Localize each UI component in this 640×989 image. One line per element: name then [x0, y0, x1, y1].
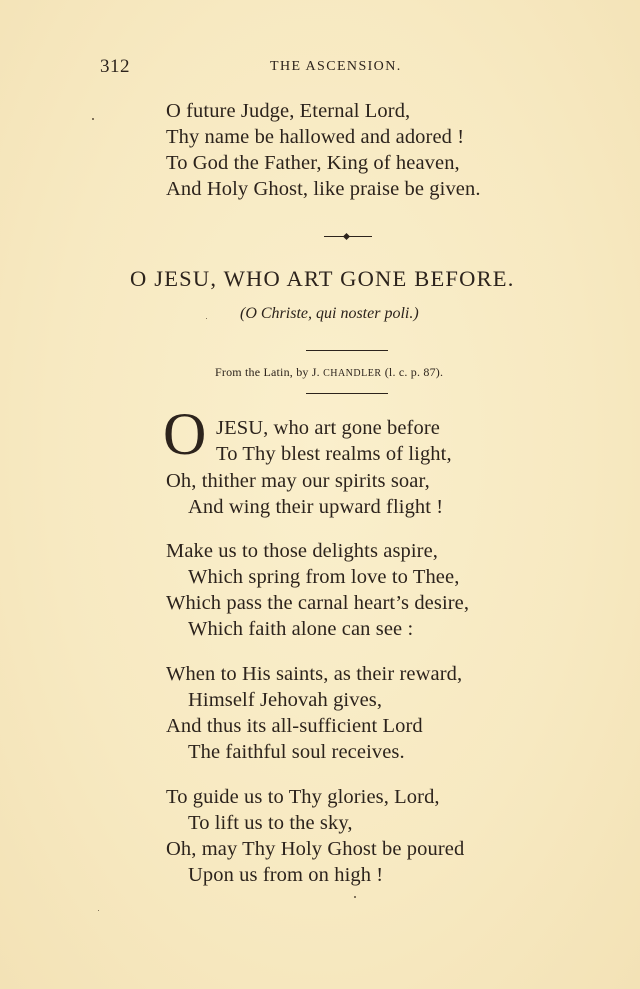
page-header: [100, 56, 540, 78]
doxology-line-4: And Holy Ghost, like praise be given.: [166, 178, 481, 200]
stanza-4-line-1: To guide us to Thy glories, Lord,: [166, 786, 440, 808]
stanza-3-line-2: Himself Jehovah gives,: [188, 689, 383, 711]
section-ornament: [324, 236, 372, 238]
attribution-prefix: From the Latin, by J.: [215, 365, 320, 379]
paper-speck: [98, 910, 99, 911]
stanza-2-line-2: Which spring from love to Thee,: [188, 566, 460, 588]
attribution: [215, 365, 443, 380]
latin-title: (O Christe, qui noster poli.): [240, 305, 419, 322]
attribution-author: CHANDLER: [323, 368, 382, 379]
stanza-1-line-2: To Thy blest realms of light,: [216, 443, 452, 465]
stanza-4-line-2: To lift us to the sky,: [188, 812, 353, 834]
stanza-1-line-4: And wing their upward flight !: [188, 496, 444, 518]
hymn-title: O JESU, WHO ART GONE BEFORE.: [130, 266, 515, 291]
paper-speck: [206, 318, 207, 319]
doxology-line-1: O future Judge, Eternal Lord,: [166, 100, 411, 122]
stanza-3-line-4: The faithful soul receives.: [188, 741, 405, 763]
stanza-2-line-1: Make us to those delights aspire,: [166, 540, 439, 562]
stanza-3-line-3: And thus its all-sufficient Lord: [166, 715, 423, 737]
drop-cap: O: [163, 401, 207, 467]
stanza-2-line-4: Which faith alone can see :: [188, 618, 414, 640]
ornament-diamond-icon: [343, 232, 350, 239]
doxology-line-2: Thy name be hallowed and adored !: [166, 126, 465, 148]
attribution-suffix: (l. c. p. 87).: [384, 365, 444, 379]
title-rule: [306, 350, 388, 351]
paper-speck: [92, 118, 94, 120]
page-number: 312: [100, 56, 130, 77]
stanza-2-line-3: Which pass the carnal heart’s desire,: [166, 592, 470, 614]
stanza-4-line-4: Upon us from on high !: [188, 864, 384, 886]
stanza-3-line-1: When to His saints, as their reward,: [166, 663, 463, 685]
doxology-line-3: To God the Father, King of heaven,: [166, 152, 460, 174]
stanza-4-line-3: Oh, may Thy Holy Ghost be poured: [166, 838, 465, 860]
running-head: THE ASCENSION.: [270, 59, 402, 74]
paper-speck: [354, 896, 356, 898]
attribution-rule: [306, 393, 388, 394]
stanza-1-line-3: Oh, thither may our spirits soar,: [166, 470, 430, 492]
stanza-1-line-1: JESU, who art gone before: [216, 417, 440, 439]
